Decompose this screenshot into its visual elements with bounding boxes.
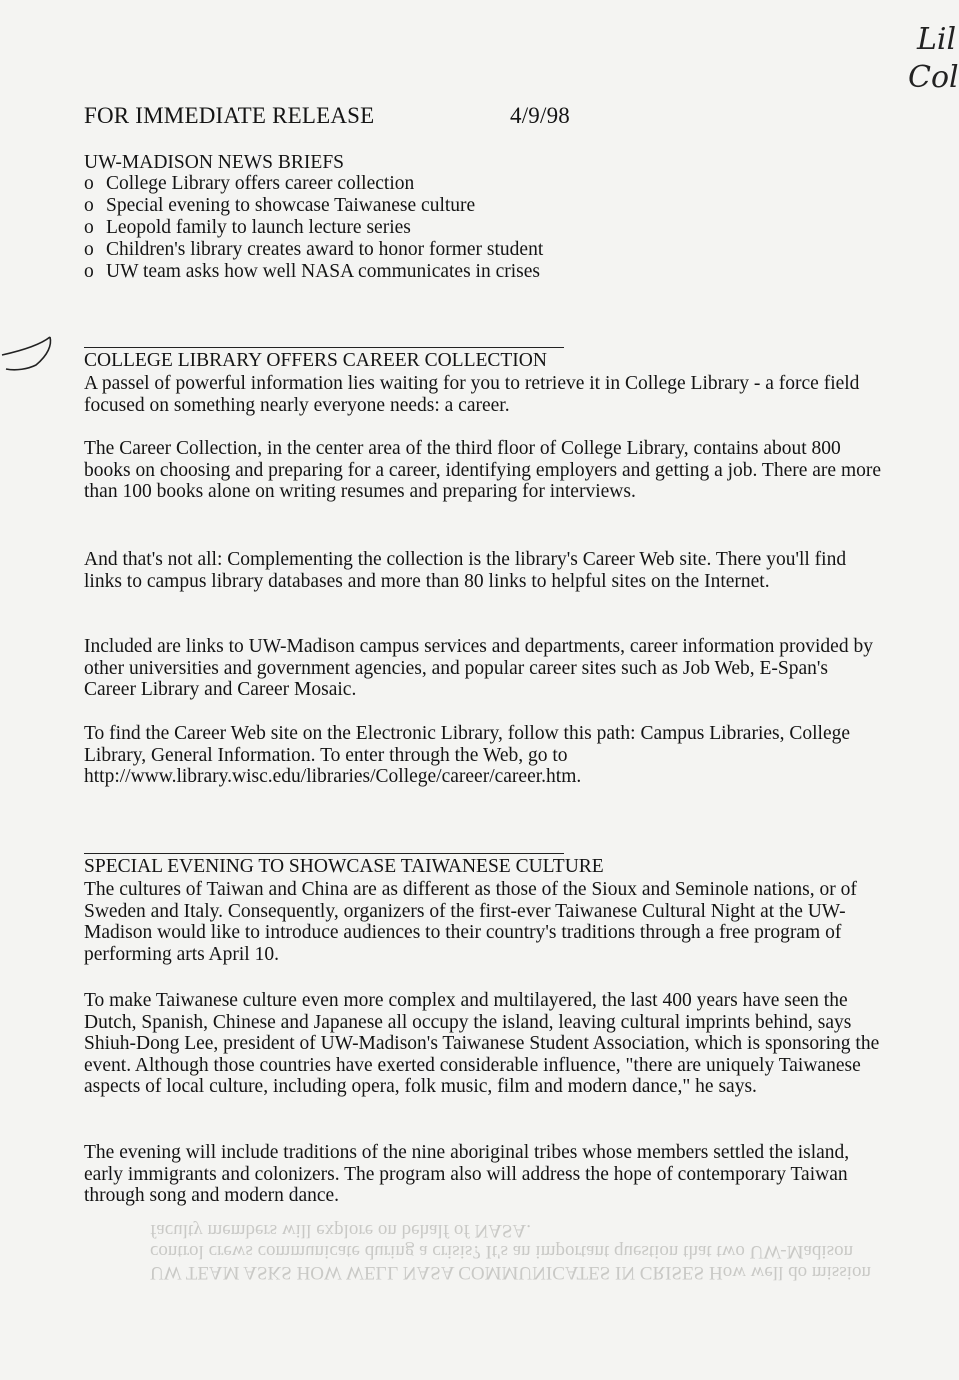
briefs-title: UW-MADISON NEWS BRIEFS (84, 152, 345, 173)
bullet: o (84, 261, 94, 282)
list-item: o Leopold family to launch lecture series (84, 217, 411, 238)
section-title: COLLEGE LIBRARY OFFERS CAREER COLLECTION (84, 350, 547, 371)
section-divider (84, 853, 564, 854)
paragraph: The evening will include traditions of the nine aboriginal tribes whose members settled the island, early immigrants and colonizers. The program also will address the hope of contemporary Taiwan through song and modern dance. (84, 1142, 850, 1206)
paragraph: The cultures of Taiwan and China are as different as those of the Sioux and Seminole nations, or of Sweden and Italy. Consequently, organizers of the first-ever Taiwanese Cultural Night at the UW-Madison would like to introduce audiences to their country's traditions through a free program of performing arts April 10. (84, 879, 857, 965)
paragraph: The Career Collection, in the center area of the third floor of College Library, contains about 800 books on choosing and preparing for a career, identifying employers and getting a job. There are more than 100 books alone on writing resumes and preparing for interviews. (84, 438, 882, 502)
bleed-through-text: UW TEAM ASKS HOW WELL NASA COMMUNICATES IN CRISES How well do mission control crews communicate during a crisis? It's an important question that two UW-Madison faculty members will explore on behalf of NASA. (150, 1220, 871, 1283)
bullet: o (84, 173, 94, 194)
paragraph: To find the Career Web site on the Electronic Library, follow this path: Campus Libraries, College Library, General Information. To enter through the Web, go to http://www.library.wisc.edu/libraries/College/career/career.htm. (84, 723, 851, 787)
release-header (84, 103, 684, 129)
list-item: o Children's library creates award to honor former student (84, 239, 544, 260)
handwritten-margin-note: Lil (917, 22, 957, 57)
list-item: o UW team asks how well NASA communicates in crises (84, 261, 540, 282)
bullet: o (84, 217, 94, 238)
list-item: o Special evening to showcase Taiwanese culture (84, 195, 476, 216)
paragraph: And that's not all: Complementing the collection is the library's Career Web site. There you'll find links to campus library databases and more than 80 links to helpful sites on the Internet. (84, 549, 847, 592)
briefs-list (84, 173, 543, 283)
paragraph: To make Taiwanese culture even more complex and multilayered, the last 400 years have seen the Dutch, Spanish, Chinese and Japanese all occupy the island, leaving cultural imprints behind, says Shiuh-Dong Lee, president of UW-Madison's Taiwanese Student Association, which is sponsoring the event. Although those countries have exerted considerable influence, "there are uniquely Taiwanese aspects of local culture, including opera, folk music, film and modern dance," he says. (84, 990, 880, 1097)
bullet: o (84, 239, 94, 260)
section-divider (84, 347, 564, 348)
release-date: 4/9/98 (510, 103, 570, 128)
paragraph: A passel of powerful information lies waiting for you to retrieve it in College Library - a force field focused on something nearly everyone needs: a career. (84, 373, 860, 416)
handwritten-arrow-icon (0, 325, 60, 385)
release-label: FOR IMMEDIATE RELEASE (84, 103, 375, 128)
paragraph: Included are links to UW-Madison campus services and departments, career information provided by other universities and government agencies, and popular career sites such as Job Web, E-Span's Career Library and Career Mosaic. (84, 636, 873, 700)
bullet: o (84, 195, 94, 216)
handwritten-margin-note: Col (908, 60, 959, 95)
list-item: o College Library offers career collection (84, 173, 415, 194)
section-title: SPECIAL EVENING TO SHOWCASE TAIWANESE CULTURE (84, 856, 604, 877)
